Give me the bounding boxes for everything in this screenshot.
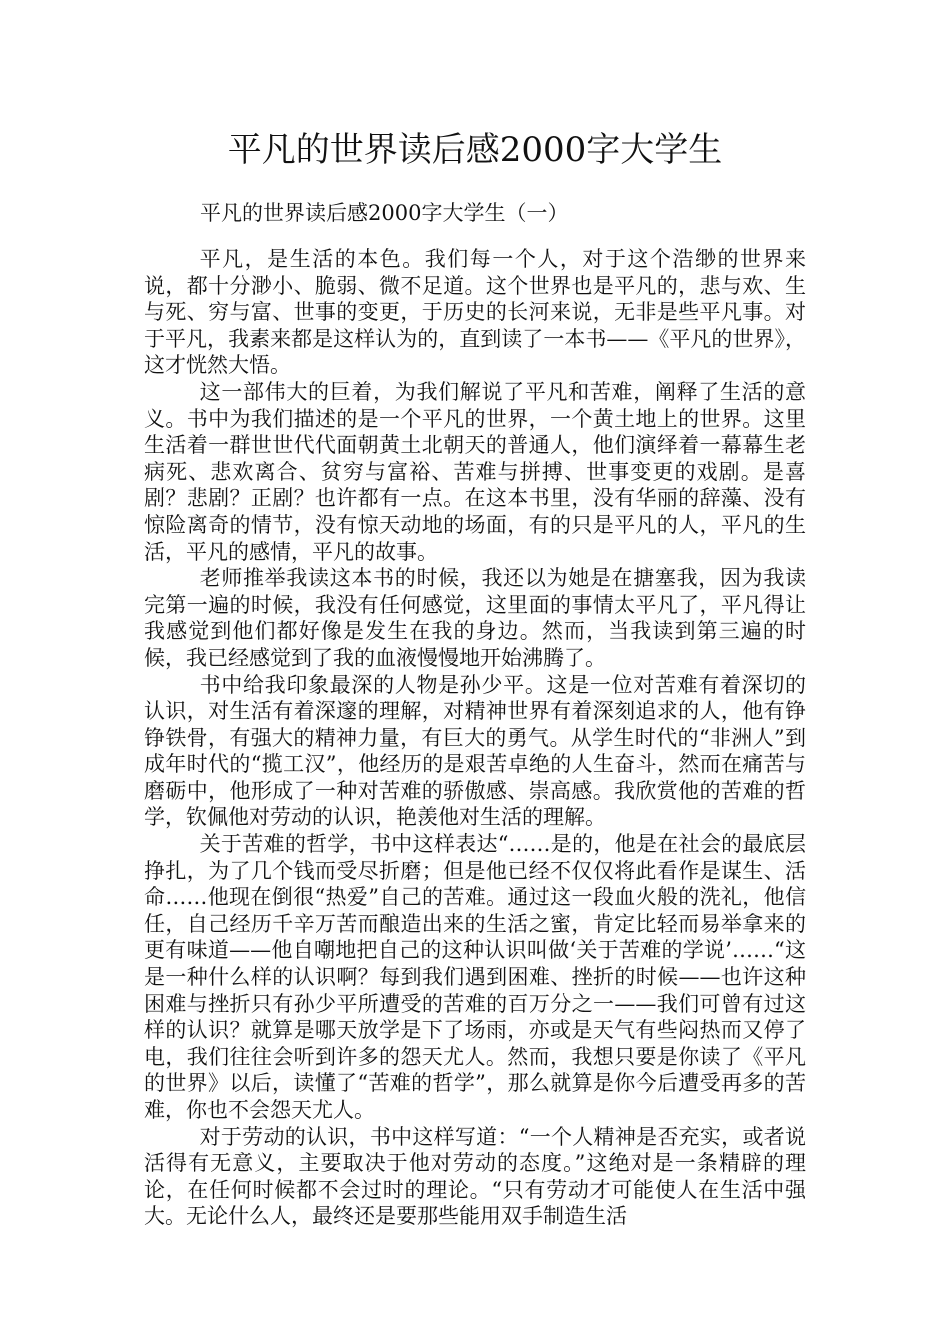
paragraph: 书中给我印象最深的人物是孙少平。这是一位对苦难有着深切的认识，对生活有着深邃的理解，对精神世界有着深刻追求的人，他有铮铮铁骨，有强大的精神力量，有巨大的勇气。从学生时代的“非洲人”到成年时代的“揽工汉”，他经历的是艰苦卓绝的人生奋斗，然而在痛苦与磨砺中，他形成了一种对苦难的骄傲感、崇高感。我欣赏他的苦难的哲学，钦佩他对劳动的认识，艳羡他对生活的理解。 [144,672,806,830]
document-body [144,246,806,1230]
paragraph: 平凡，是生活的本色。我们每一个人，对于这个浩缈的世界来说，都十分渺小、脆弱、微不足道。这个世界也是平凡的，悲与欢、生与死、穷与富、世事的变更，于历史的长河来说，无非是些平凡事。对于平凡，我素来都是这样认为的，直到读了一本书——《平凡的世界》，这才恍然大悟。 [144,247,806,378]
paragraph: 对于劳动的认识，书中这样写道：“一个人精神是否充实，或者说活得有无意义，主要取决于他对劳动的态度。”这绝对是一条精辟的理论，在任何时候都不会过时的理论。“只有劳动才可能使人在生活中强大。无论什么人，最终还是要那些能用双手制造生活 [144,1124,806,1229]
paragraph: 老师推举我读这本书的时候，我还以为她是在搪塞我，因为我读完第一遍的时候，我没有任何感觉，这里面的事情太平凡了，平凡得让我感觉到他们都好像是发生在我的身边。然而，当我读到第三遍的时候，我已经感觉到了我的血液慢慢地开始沸腾了。 [144,566,806,670]
paragraph: 这一部伟大的巨着，为我们解说了平凡和苦难，阐释了生活的意义。书中为我们描述的是一个平凡的世界，一个黄土地上的世界。这里生活着一群世世代代面朝黄土北朝天的普通人，他们演绎着一幕幕生老病死、悲欢离合、贫穷与富裕、苦难与拼搏、世事变更的戏剧。是喜剧？悲剧？正剧？也许都有一点。在这本书里，没有华丽的辞藻、没有惊险离奇的情节，没有惊天动地的场面，有的只是平凡的人，平凡的生活，平凡的感情，平凡的故事。 [144,379,806,564]
section-subtitle: 平凡的世界读后感2000字大学生（一） [200,201,569,225]
paragraph: 关于苦难的哲学，书中这样表达“……是的，他是在社会的最底层挣扎，为了几个钱而受尽折磨；但是他已经不仅仅将此看作是谋生、活命……他现在倒很“热爱”自己的苦难。通过这一段血火般的洗礼，他信任，自己经历千辛万苦而酿造出来的生活之蜜，肯定比轻而易举拿来的更有味道——他自嘲地把自己的这种认识叫做‘关于苦难的学说’……“这是一种什么样的认识啊？每到我们遇到困难、挫折的时候——也许这种困难与挫折只有孙少平所遭受的苦难的百万分之一——我们可曾有过这样的认识？就算是哪天放学是下了场雨，亦或是天气有些闷热而又停了电，我们往往会听到许多的怨天尤人。然而，我想只要是你读了《平凡的世界》以后，读懂了“苦难的哲学”，那么就算是你今后遭受再多的苦难，你也不会怨天尤人。 [144,832,806,1122]
document-title: 平凡的世界读后感2000字大学生 [227,130,723,170]
